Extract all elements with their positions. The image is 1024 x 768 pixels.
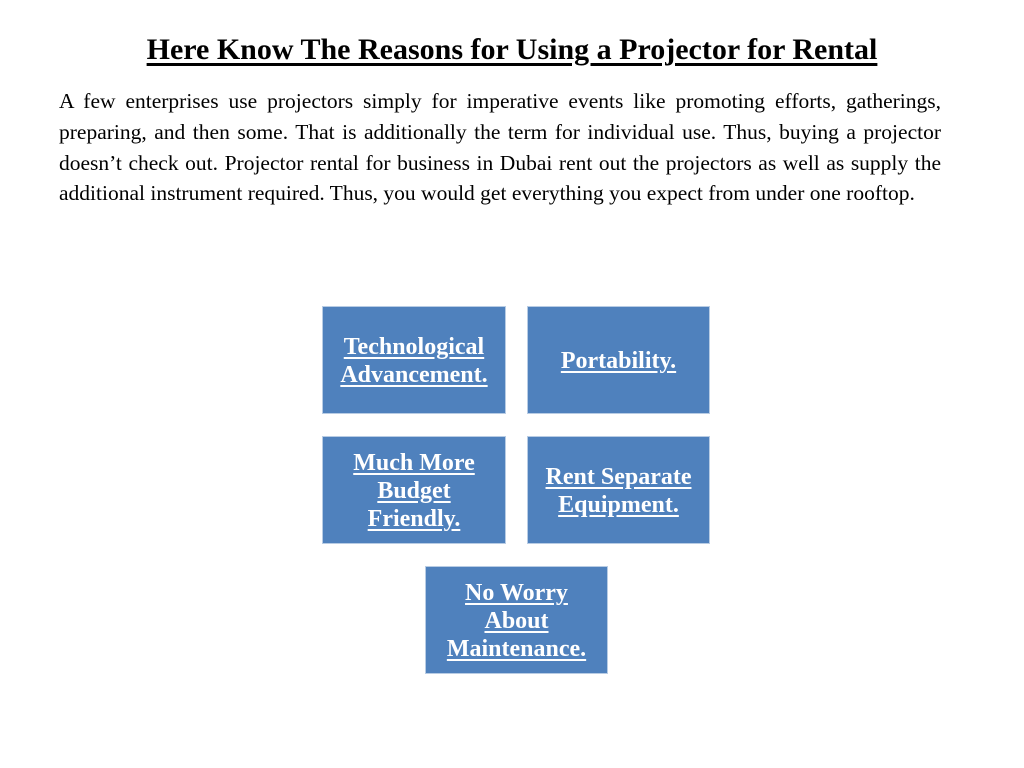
reason-link-technological-advancement[interactable] [340, 333, 487, 389]
reason-box-technological-advancement[interactable] [322, 306, 506, 414]
reason-line: Equipment. [558, 492, 679, 518]
reason-link-no-worry-maintenance[interactable] [447, 579, 586, 663]
reason-line: Friendly. [367, 506, 461, 532]
reason-line: Rent Separate [545, 464, 692, 490]
reason-line: Much More [353, 450, 475, 476]
reason-box-no-worry-maintenance[interactable] [425, 566, 608, 674]
reason-box-budget-friendly[interactable] [322, 436, 506, 544]
reason-line: Technological [343, 334, 485, 360]
reason-line: Advancement. [340, 362, 488, 388]
reason-line: Budget [377, 478, 451, 504]
reason-link-rent-separate-equipment[interactable] [546, 463, 692, 519]
reason-link-portability[interactable] [561, 347, 676, 375]
reason-line: Maintenance. [446, 636, 587, 662]
reason-box-rent-separate-equipment[interactable] [527, 436, 710, 544]
reason-link-budget-friendly[interactable] [353, 449, 475, 533]
reason-line: No Worry [465, 580, 568, 606]
reason-line: Portability. [560, 348, 677, 374]
reason-line: About [484, 608, 549, 634]
intro-paragraph: A few enterprises use projectors simply for imperative events like promoting efforts, gatherings, preparing, and then some. That is additionally the term for individual use. Thus, buying a projector doesn’t check out. Projector rental for business in Dubai rent out the projectors as well as supply the additional instrument required. Thus, you would get everything you expect from under one rooftop. [59, 89, 941, 206]
page-title: Here Know The Reasons for Using a Projector for Rental [146, 33, 878, 66]
reason-box-portability[interactable] [527, 306, 710, 414]
